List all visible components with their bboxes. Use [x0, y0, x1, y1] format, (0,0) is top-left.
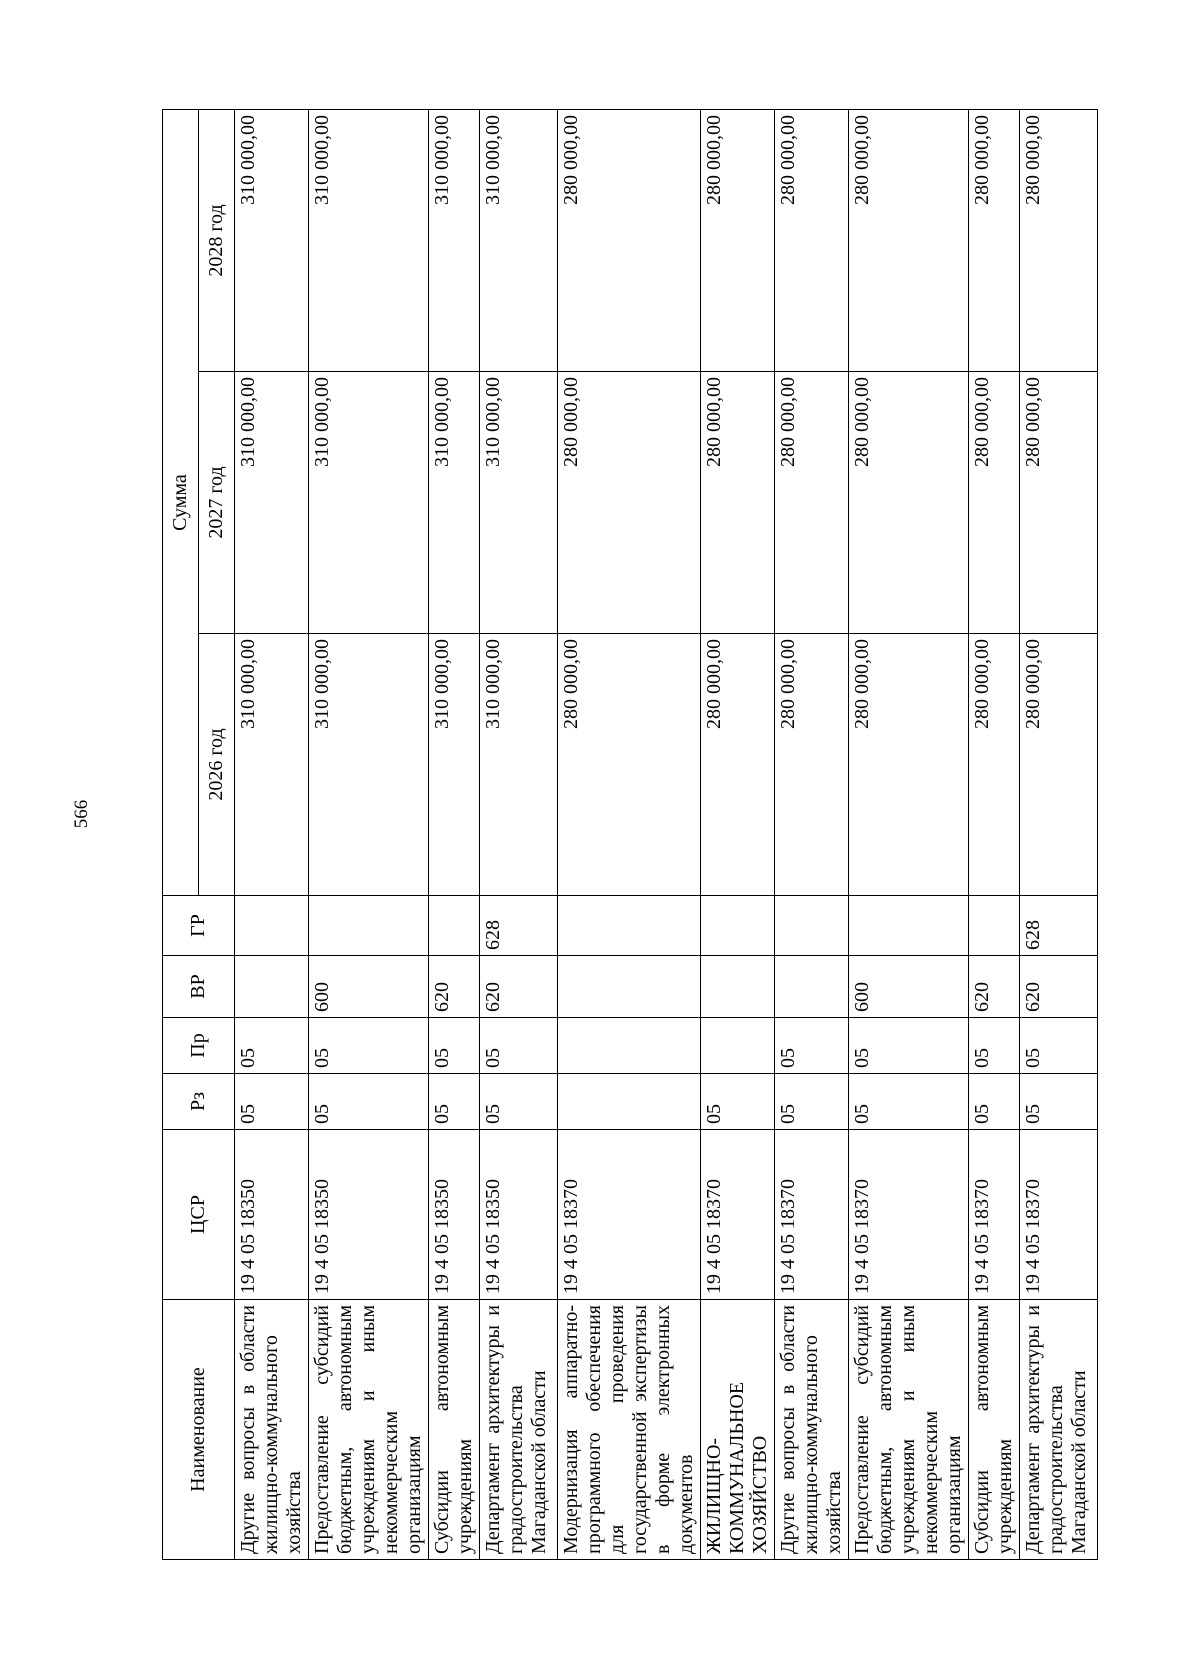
- row-sum-2027-cell: 310 000,00: [429, 372, 480, 634]
- table-row: [480, 110, 558, 1560]
- row-sum-2028-cell: 280 000,00: [849, 110, 969, 372]
- row-rz-cell: 05: [1020, 1074, 1098, 1130]
- header-row-1: [163, 110, 199, 1560]
- page-number: 566: [71, 799, 92, 829]
- row-sum-2028-cell: 280 000,00: [775, 110, 849, 372]
- budget-table: [162, 109, 1098, 1560]
- table-row: [1020, 110, 1098, 1560]
- row-name-cell: Департамент архитектуры и градостроительства Магаданской области: [480, 1300, 558, 1560]
- row-gr-cell: [558, 896, 701, 956]
- row-vr-cell: 600: [309, 956, 429, 1018]
- row-rz-cell: [558, 1074, 701, 1130]
- header-vr: ВР: [163, 956, 235, 1018]
- row-name-cell: Другие вопросы в области жилищно-коммунального хозяйства: [235, 1300, 309, 1560]
- table-row: [775, 110, 849, 1560]
- row-sum-2028-cell: 280 000,00: [701, 110, 775, 372]
- row-pr-cell: [558, 1018, 701, 1074]
- row-csr-cell: 19 4 05 18370: [969, 1130, 1020, 1300]
- row-vr-cell: [701, 956, 775, 1018]
- row-sum-2026-cell: 280 000,00: [969, 634, 1020, 896]
- row-vr-cell: [235, 956, 309, 1018]
- row-vr-cell: 620: [1020, 956, 1098, 1018]
- row-sum-2026-cell: 280 000,00: [701, 634, 775, 896]
- table-row: [849, 110, 969, 1560]
- row-csr-cell: 19 4 05 18370: [1020, 1130, 1098, 1300]
- row-sum-2026-cell: 280 000,00: [558, 634, 701, 896]
- row-rz-cell: 05: [849, 1074, 969, 1130]
- row-sum-2026-cell: 280 000,00: [849, 634, 969, 896]
- row-gr-cell: [969, 896, 1020, 956]
- row-sum-2027-cell: 280 000,00: [1020, 372, 1098, 634]
- table-row: [235, 110, 309, 1560]
- header-year-2026: 2026 год: [199, 634, 235, 896]
- row-csr-cell: 19 4 05 18350: [429, 1130, 480, 1300]
- header-gr: ГР: [163, 896, 235, 956]
- row-pr-cell: 05: [1020, 1018, 1098, 1074]
- table-body: [235, 110, 1098, 1560]
- row-gr-cell: [775, 896, 849, 956]
- row-name-cell: ЖИЛИЩНО-КОММУНАЛЬНОЕ ХОЗЯЙСТВО: [701, 1300, 775, 1560]
- row-pr-cell: 05: [429, 1018, 480, 1074]
- row-sum-2026-cell: 310 000,00: [429, 634, 480, 896]
- row-pr-cell: 05: [849, 1018, 969, 1074]
- row-name-cell: Модернизация аппаратно-программного обеспечения для проведения государственной экспертизы в форме электронных документов: [558, 1300, 701, 1560]
- row-sum-2028-cell: 310 000,00: [235, 110, 309, 372]
- row-sum-2027-cell: 310 000,00: [309, 372, 429, 634]
- row-sum-2026-cell: 310 000,00: [309, 634, 429, 896]
- header-sum: Сумма: [163, 110, 199, 896]
- row-name-cell: Субсидии автономным учреждениям: [969, 1300, 1020, 1560]
- table-row: [701, 110, 775, 1560]
- row-rz-cell: 05: [309, 1074, 429, 1130]
- row-sum-2027-cell: 280 000,00: [775, 372, 849, 634]
- header-csr: ЦСР: [163, 1130, 235, 1300]
- row-rz-cell: 05: [969, 1074, 1020, 1130]
- row-name-cell: Предоставление субсидий бюджетным, автономным учреждениям и иным некоммерческим организациям: [309, 1300, 429, 1560]
- row-sum-2027-cell: 280 000,00: [558, 372, 701, 634]
- row-sum-2028-cell: 280 000,00: [558, 110, 701, 372]
- row-gr-cell: [849, 896, 969, 956]
- header-year-2027: 2027 год: [199, 372, 235, 634]
- row-sum-2028-cell: 310 000,00: [429, 110, 480, 372]
- header-name: Наименование: [163, 1300, 235, 1560]
- row-gr-cell: [309, 896, 429, 956]
- row-vr-cell: 620: [480, 956, 558, 1018]
- row-sum-2027-cell: 280 000,00: [849, 372, 969, 634]
- header-pr: Пр: [163, 1018, 235, 1074]
- table-row: [969, 110, 1020, 1560]
- row-sum-2028-cell: 310 000,00: [480, 110, 558, 372]
- row-gr-cell: 628: [1020, 896, 1098, 956]
- row-name-cell: Предоставление субсидий бюджетным, автономным учреждениям и иным некоммерческим организациям: [849, 1300, 969, 1560]
- row-sum-2028-cell: 310 000,00: [309, 110, 429, 372]
- row-name-cell: Субсидии автономным учреждениям: [429, 1300, 480, 1560]
- row-pr-cell: 05: [309, 1018, 429, 1074]
- row-csr-cell: 19 4 05 18350: [480, 1130, 558, 1300]
- row-gr-cell: 628: [480, 896, 558, 956]
- row-csr-cell: 19 4 05 18350: [235, 1130, 309, 1300]
- header-year-2028: 2028 год: [199, 110, 235, 372]
- row-csr-cell: 19 4 05 18350: [309, 1130, 429, 1300]
- table-row: [309, 110, 429, 1560]
- row-sum-2027-cell: 280 000,00: [969, 372, 1020, 634]
- row-sum-2028-cell: 280 000,00: [1020, 110, 1098, 372]
- row-vr-cell: 600: [849, 956, 969, 1018]
- table-row: [429, 110, 480, 1560]
- row-pr-cell: 05: [235, 1018, 309, 1074]
- row-name-cell: Другие вопросы в области жилищно-коммунального хозяйства: [775, 1300, 849, 1560]
- row-gr-cell: [429, 896, 480, 956]
- row-pr-cell: 05: [775, 1018, 849, 1074]
- row-sum-2026-cell: 310 000,00: [480, 634, 558, 896]
- row-gr-cell: [701, 896, 775, 956]
- row-vr-cell: 620: [429, 956, 480, 1018]
- row-sum-2027-cell: 310 000,00: [235, 372, 309, 634]
- row-rz-cell: 05: [480, 1074, 558, 1130]
- table-row: [558, 110, 701, 1560]
- row-vr-cell: [775, 956, 849, 1018]
- row-sum-2026-cell: 280 000,00: [1020, 634, 1098, 896]
- budget-table-rotated: [162, 110, 1090, 1560]
- row-vr-cell: [558, 956, 701, 1018]
- row-rz-cell: 05: [775, 1074, 849, 1130]
- row-sum-2026-cell: 280 000,00: [775, 634, 849, 896]
- row-pr-cell: [701, 1018, 775, 1074]
- row-gr-cell: [235, 896, 309, 956]
- row-sum-2027-cell: 310 000,00: [480, 372, 558, 634]
- row-rz-cell: 05: [701, 1074, 775, 1130]
- row-vr-cell: 620: [969, 956, 1020, 1018]
- row-sum-2026-cell: 310 000,00: [235, 634, 309, 896]
- header-rz: Рз: [163, 1074, 235, 1130]
- row-rz-cell: 05: [235, 1074, 309, 1130]
- row-sum-2028-cell: 280 000,00: [969, 110, 1020, 372]
- row-sum-2027-cell: 280 000,00: [701, 372, 775, 634]
- row-name-cell: Департамент архитектуры и градостроительства Магаданской области: [1020, 1300, 1098, 1560]
- row-csr-cell: 19 4 05 18370: [849, 1130, 969, 1300]
- row-csr-cell: 19 4 05 18370: [775, 1130, 849, 1300]
- row-rz-cell: 05: [429, 1074, 480, 1130]
- row-pr-cell: 05: [969, 1018, 1020, 1074]
- row-pr-cell: 05: [480, 1018, 558, 1074]
- row-csr-cell: 19 4 05 18370: [558, 1130, 701, 1300]
- row-csr-cell: 19 4 05 18370: [701, 1130, 775, 1300]
